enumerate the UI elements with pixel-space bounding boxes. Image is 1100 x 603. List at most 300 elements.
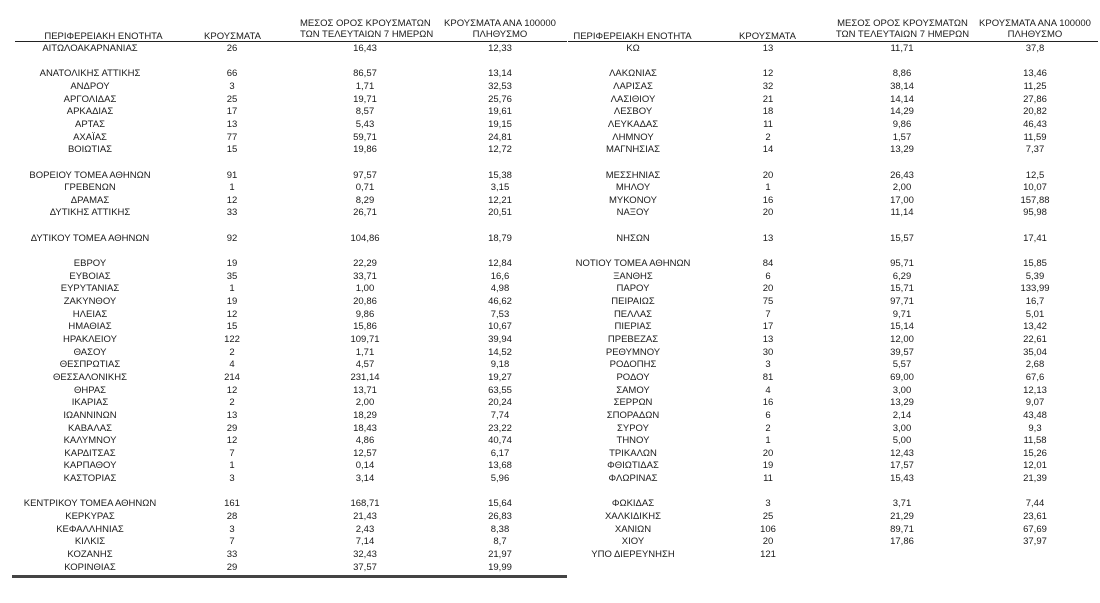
cell-region: ΠΡΕΒΕΖΑΣ bbox=[607, 333, 659, 345]
cell-avg7: 26,71 bbox=[353, 207, 377, 219]
cell-region: ΠΕΙΡΑΙΩΣ bbox=[611, 296, 655, 307]
cell-cases: 28 bbox=[226, 511, 238, 523]
cell-region: ΦΩΚΙΔΑΣ bbox=[611, 498, 655, 510]
cell-cases: 7 bbox=[229, 536, 235, 548]
cell-region: ΘΗΡΑΣ bbox=[73, 384, 107, 396]
cell-per100k: 13,14 bbox=[488, 68, 512, 80]
cell-cases: 19 bbox=[226, 296, 238, 307]
cell-avg7: 3,14 bbox=[355, 473, 375, 485]
cell-region: ΚΑΣΤΟΡΙΑΣ bbox=[63, 473, 117, 485]
cell-region: ΒΟΡΕΙΟΥ ΤΟΜΕΑ ΑΘΗΝΩΝ bbox=[29, 169, 151, 181]
cell-avg7: 12,00 bbox=[890, 333, 914, 345]
cell-cases: 16 bbox=[762, 194, 774, 206]
cell-cases: 20 bbox=[762, 536, 774, 548]
cell-per100k: 5,39 bbox=[1025, 270, 1045, 282]
cell-cases: 77 bbox=[226, 131, 238, 143]
cell-avg7: 59,71 bbox=[353, 131, 377, 143]
cell-region: ΛΑΣΙΘΙΟΥ bbox=[610, 93, 656, 105]
cell-per100k: 25,76 bbox=[488, 93, 512, 105]
cell-region: ΗΡΑΚΛΕΙΟΥ bbox=[63, 333, 117, 345]
cell-avg7: 89,71 bbox=[890, 523, 914, 535]
cell-per100k: 20,24 bbox=[488, 397, 512, 409]
cell-region: ΦΘΙΩΤΙΔΑΣ bbox=[607, 460, 659, 472]
cell-per100k: 20,82 bbox=[1023, 106, 1047, 118]
cell-region: ΚΕΡΚΥΡΑΣ bbox=[65, 511, 115, 523]
cell-per100k: 43,48 bbox=[1023, 409, 1047, 421]
cell-region: ΗΜΑΘΙΑΣ bbox=[68, 321, 112, 333]
cell-region: ΜΗΛΟΥ bbox=[615, 182, 651, 194]
cell-region: ΧΑΛΚΙΔΙΚΗΣ bbox=[604, 511, 662, 523]
cell-cases: 20 bbox=[762, 447, 774, 459]
cell-cases: 18 bbox=[762, 106, 774, 118]
cell-avg7: 17,57 bbox=[890, 460, 914, 472]
cell-cases: 12 bbox=[226, 435, 238, 447]
cell-region: ΣΕΡΡΩΝ bbox=[613, 397, 653, 409]
cell-per100k: 12,33 bbox=[488, 43, 512, 54]
cell-per100k: 22,61 bbox=[1023, 333, 1047, 345]
cell-cases: 4 bbox=[765, 384, 771, 396]
cell-per100k: 11,59 bbox=[1023, 131, 1047, 143]
header-avg-left-1: ΜΕΣΟΣ ΟΡΟΣ ΚΡΟΥΣΜΑΤΩΝ bbox=[300, 18, 431, 29]
cell-per100k: 18,79 bbox=[488, 232, 512, 244]
cell-avg7: 18,43 bbox=[353, 422, 377, 434]
cell-per100k: 11,25 bbox=[1023, 80, 1047, 92]
cell-per100k: 6,17 bbox=[490, 447, 510, 459]
cell-per100k: 12,01 bbox=[1023, 460, 1047, 472]
cell-per100k: 157,88 bbox=[1020, 194, 1050, 206]
cell-avg7: 11,71 bbox=[890, 43, 914, 54]
cell-per100k: 19,99 bbox=[488, 561, 512, 573]
cell-avg7: 9,86 bbox=[355, 308, 375, 320]
cell-cases: 121 bbox=[760, 549, 776, 560]
cell-per100k: 67,6 bbox=[1025, 371, 1045, 383]
cell-region: ΧΑΝΙΩΝ bbox=[614, 523, 652, 535]
cell-cases: 75 bbox=[762, 296, 774, 307]
cell-per100k: 15,26 bbox=[1023, 447, 1047, 459]
cell-cases: 2 bbox=[765, 422, 771, 434]
cell-per100k: 133,99 bbox=[1020, 283, 1050, 295]
cell-region: ΙΚΑΡΙΑΣ bbox=[71, 397, 109, 409]
cell-region: ΧΙΟΥ bbox=[621, 536, 645, 548]
cell-region: ΚΑΒΑΛΑΣ bbox=[68, 422, 112, 434]
cell-per100k: 7,44 bbox=[1025, 498, 1045, 510]
cell-avg7: 26,43 bbox=[890, 169, 914, 181]
cell-cases: 214 bbox=[224, 371, 240, 383]
cell-cases: 35 bbox=[226, 270, 238, 282]
cell-cases: 29 bbox=[226, 422, 238, 434]
header-per100k-right-1: ΚΡΟΥΣΜΑΤΑ ΑΝΑ 100000 bbox=[979, 18, 1091, 29]
cell-avg7: 95,71 bbox=[890, 258, 914, 270]
cell-avg7: 15,86 bbox=[353, 321, 377, 333]
cell-cases: 17 bbox=[226, 106, 238, 118]
cell-avg7: 5,00 bbox=[892, 435, 912, 447]
cell-avg7: 15,14 bbox=[890, 321, 914, 333]
header-region-left: ΠΕΡΙΦΕΡΕΙΑΚΗ ΕΝΟΤΗΤΑ bbox=[44, 31, 163, 42]
cell-region: ΔΡΑΜΑΣ bbox=[70, 194, 110, 206]
cell-region: ΦΛΩΡΙΝΑΣ bbox=[608, 473, 658, 485]
cell-avg7: 0,14 bbox=[355, 460, 375, 472]
cell-region: ΚΑΡΠΑΘΟΥ bbox=[63, 460, 117, 472]
cell-cases: 2 bbox=[229, 346, 235, 358]
cell-region: ΖΑΚΥΝΘΟΥ bbox=[63, 296, 117, 307]
cell-avg7: 2,00 bbox=[892, 182, 912, 194]
cell-region: ΘΑΣΟΥ bbox=[73, 346, 107, 358]
cell-avg7: 18,29 bbox=[353, 409, 377, 421]
cell-avg7: 38,14 bbox=[890, 80, 914, 92]
cell-cases: 13 bbox=[226, 118, 238, 130]
cell-cases: 161 bbox=[224, 498, 240, 510]
cell-cases: 66 bbox=[226, 68, 238, 80]
cell-cases: 3 bbox=[765, 359, 771, 371]
cell-cases: 17 bbox=[762, 321, 774, 333]
cell-cases: 6 bbox=[765, 270, 771, 282]
cell-avg7: 168,71 bbox=[350, 498, 380, 510]
cell-cases: 91 bbox=[226, 169, 238, 181]
cell-avg7: 33,71 bbox=[353, 270, 377, 282]
cell-region: ΤΡΙΚΑΛΩΝ bbox=[609, 447, 657, 459]
cell-per100k: 40,74 bbox=[488, 435, 512, 447]
cell-cases: 3 bbox=[229, 523, 235, 535]
cell-cases: 19 bbox=[226, 258, 238, 270]
cell-avg7: 21,29 bbox=[890, 511, 914, 523]
cell-region: ΑΡΤΑΣ bbox=[75, 118, 105, 130]
cell-region: ΝΑΞΟΥ bbox=[616, 207, 650, 219]
cell-avg7: 16,43 bbox=[353, 43, 377, 54]
cell-per100k: 19,61 bbox=[488, 106, 512, 118]
cell-avg7: 69,00 bbox=[890, 371, 914, 383]
cell-avg7: 39,57 bbox=[890, 346, 914, 358]
cell-region: ΣΑΜΟΥ bbox=[616, 384, 650, 396]
cell-region: ΘΕΣΣΑΛΟΝΙΚΗΣ bbox=[53, 371, 127, 383]
cell-region: ΚΟΖΑΝΗΣ bbox=[67, 549, 113, 560]
cell-per100k: 12,13 bbox=[1023, 384, 1047, 396]
cell-cases: 1 bbox=[229, 460, 235, 472]
cell-per100k: 16,7 bbox=[1025, 296, 1045, 307]
cell-per100k: 20,51 bbox=[488, 207, 512, 219]
cell-cases: 2 bbox=[765, 131, 771, 143]
cell-per100k: 11,58 bbox=[1023, 435, 1047, 447]
cell-avg7: 20,86 bbox=[353, 296, 377, 307]
cell-avg7: 9,71 bbox=[892, 308, 912, 320]
cell-per100k: 17,41 bbox=[1023, 232, 1047, 244]
cell-per100k: 21,39 bbox=[1023, 473, 1047, 485]
cell-avg7: 109,71 bbox=[350, 333, 380, 345]
cell-per100k: 8,7 bbox=[493, 536, 507, 548]
cell-per100k: 27,86 bbox=[1023, 93, 1047, 105]
cell-region: ΑΝΔΡΟΥ bbox=[70, 80, 110, 92]
cell-cases: 12 bbox=[226, 194, 238, 206]
header-rule-left bbox=[15, 41, 567, 42]
cell-cases: 32 bbox=[762, 80, 774, 92]
cell-cases: 12 bbox=[226, 384, 238, 396]
cell-region: ΣΠΟΡΑΔΩΝ bbox=[606, 409, 660, 421]
cell-per100k: 9,18 bbox=[490, 359, 510, 371]
cell-per100k: 23,61 bbox=[1023, 511, 1047, 523]
cell-cases: 11 bbox=[763, 118, 773, 130]
cell-per100k: 15,85 bbox=[1023, 258, 1047, 270]
cell-avg7: 15,43 bbox=[890, 473, 914, 485]
cell-avg7: 8,57 bbox=[355, 106, 375, 118]
cell-cases: 15 bbox=[226, 321, 238, 333]
cell-region: ΚΑΛΥΜΝΟΥ bbox=[63, 435, 117, 447]
cell-region: ΙΩΑΝΝΙΝΩΝ bbox=[63, 409, 117, 421]
cell-avg7: 8,29 bbox=[355, 194, 375, 206]
cell-per100k: 67,69 bbox=[1023, 523, 1047, 535]
cell-avg7: 11,14 bbox=[890, 207, 914, 219]
cell-per100k: 46,43 bbox=[1023, 118, 1047, 130]
cell-cases: 1 bbox=[229, 182, 235, 194]
cell-avg7: 13,29 bbox=[890, 397, 914, 409]
cell-region: ΚΩ bbox=[626, 43, 640, 54]
cell-per100k: 10,67 bbox=[488, 321, 512, 333]
cell-avg7: 2,14 bbox=[892, 409, 912, 421]
cell-per100k: 13,46 bbox=[1023, 68, 1047, 80]
cell-avg7: 22,29 bbox=[353, 258, 377, 270]
cell-region: ΚΕΦΑΛΛΗΝΙΑΣ bbox=[56, 523, 124, 535]
header-per100k-left-2: ΠΛΗΘΥΣΜΟ bbox=[472, 29, 528, 40]
cell-cases: 3 bbox=[229, 473, 235, 485]
cell-region: ΜΥΚΟΝΟΥ bbox=[609, 194, 657, 206]
cell-region: ΔΥΤΙΚΗΣ ΑΤΤΙΚΗΣ bbox=[49, 207, 131, 219]
cell-per100k: 37,97 bbox=[1023, 536, 1047, 548]
cell-cases: 13 bbox=[762, 43, 774, 54]
cell-region: ΠΕΛΛΑΣ bbox=[613, 308, 653, 320]
cell-region: ΕΥΒΟΙΑΣ bbox=[69, 270, 111, 282]
cell-region: ΒΟΙΩΤΙΑΣ bbox=[67, 144, 113, 156]
cell-avg7: 104,86 bbox=[350, 232, 380, 244]
cell-region: ΜΕΣΣΗΝΙΑΣ bbox=[605, 169, 661, 181]
cell-per100k: 9,07 bbox=[1025, 397, 1045, 409]
cell-avg7: 1,71 bbox=[355, 346, 375, 358]
cell-cases: 20 bbox=[762, 169, 774, 181]
cell-per100k: 5,96 bbox=[490, 473, 510, 485]
cell-region: ΣΥΡΟΥ bbox=[617, 422, 649, 434]
cell-cases: 13 bbox=[762, 333, 774, 345]
cell-per100k: 26,83 bbox=[488, 511, 512, 523]
cell-region: ΛΗΜΝΟΥ bbox=[612, 131, 654, 143]
cell-region: ΝΗΣΩΝ bbox=[616, 232, 650, 244]
cell-cases: 12 bbox=[762, 68, 774, 80]
cell-avg7: 1,57 bbox=[892, 131, 912, 143]
cell-per100k: 15,64 bbox=[488, 498, 512, 510]
cell-region: ΓΡΕΒΕΝΩΝ bbox=[64, 182, 116, 194]
cell-region: ΑΙΤΩΛΟΑΚΑΡΝΑΝΙΑΣ bbox=[42, 43, 138, 54]
cell-per100k: 10,07 bbox=[1023, 182, 1047, 194]
cell-avg7: 12,43 bbox=[890, 447, 914, 459]
cell-region: ΗΛΕΙΑΣ bbox=[72, 308, 108, 320]
cell-avg7: 1,00 bbox=[355, 283, 375, 295]
cell-per100k: 7,53 bbox=[490, 308, 510, 320]
cell-avg7: 37,57 bbox=[353, 561, 377, 573]
header-rule-right bbox=[568, 41, 1098, 42]
cell-avg7: 5,43 bbox=[355, 118, 375, 130]
cell-cases: 122 bbox=[224, 333, 240, 345]
cell-avg7: 2,00 bbox=[355, 397, 375, 409]
cell-region: ΕΒΡΟΥ bbox=[73, 258, 107, 270]
cell-per100k: 19,27 bbox=[488, 371, 512, 383]
cell-per100k: 7,37 bbox=[1025, 144, 1045, 156]
cell-cases: 20 bbox=[762, 207, 774, 219]
cell-per100k: 13,42 bbox=[1023, 321, 1047, 333]
cell-avg7: 19,71 bbox=[353, 93, 377, 105]
cell-cases: 26 bbox=[226, 43, 238, 54]
cell-region: ΑΧΑΪΑΣ bbox=[73, 131, 107, 143]
cell-avg7: 97,57 bbox=[353, 169, 377, 181]
cell-region: ΑΡΓΟΛΙΔΑΣ bbox=[63, 93, 117, 105]
header-cases-right: ΚΡΟΥΣΜΑΤΑ bbox=[739, 31, 796, 42]
cell-per100k: 12,72 bbox=[488, 144, 512, 156]
cell-per100k: 12,84 bbox=[488, 258, 512, 270]
cell-cases: 81 bbox=[762, 371, 774, 383]
cell-avg7: 4,57 bbox=[355, 359, 375, 371]
cell-avg7: 14,14 bbox=[890, 93, 914, 105]
cell-cases: 11 bbox=[763, 473, 773, 485]
cell-per100k: 13,68 bbox=[488, 460, 512, 472]
cell-avg7: 15,57 bbox=[890, 232, 914, 244]
cell-cases: 14 bbox=[762, 144, 774, 156]
cell-cases: 106 bbox=[760, 523, 776, 535]
cell-per100k: 32,53 bbox=[488, 80, 512, 92]
cell-region: ΡΟΔΟΠΗΣ bbox=[609, 359, 657, 371]
cell-avg7: 15,71 bbox=[890, 283, 914, 295]
cell-region: ΑΡΚΑΔΙΑΣ bbox=[66, 106, 114, 118]
cell-per100k: 35,04 bbox=[1023, 346, 1047, 358]
cell-region: ΔΥΤΙΚΟΥ ΤΟΜΕΑ ΑΘΗΝΩΝ bbox=[30, 232, 150, 244]
cell-cases: 7 bbox=[229, 447, 235, 459]
cell-cases: 13 bbox=[762, 232, 774, 244]
cell-avg7: 4,86 bbox=[355, 435, 375, 447]
cell-region: ΠΑΡΟΥ bbox=[616, 283, 650, 295]
cell-avg7: 97,71 bbox=[890, 296, 914, 307]
cell-cases: 25 bbox=[226, 93, 238, 105]
cell-cases: 92 bbox=[226, 232, 238, 244]
cell-region: ΠΙΕΡΙΑΣ bbox=[614, 321, 652, 333]
cell-per100k: 16,6 bbox=[490, 270, 510, 282]
cell-cases: 25 bbox=[762, 511, 774, 523]
cell-avg7: 17,86 bbox=[890, 536, 914, 548]
cell-avg7: 3,00 bbox=[892, 422, 912, 434]
header-per100k-left-1: ΚΡΟΥΣΜΑΤΑ ΑΝΑ 100000 bbox=[444, 18, 556, 29]
cell-cases: 29 bbox=[226, 561, 238, 573]
cell-cases: 21 bbox=[762, 93, 774, 105]
cell-avg7: 8,86 bbox=[892, 68, 912, 80]
cell-cases: 33 bbox=[226, 207, 238, 219]
cell-avg7: 21,43 bbox=[353, 511, 377, 523]
cell-per100k: 5,01 bbox=[1025, 308, 1045, 320]
cell-per100k: 15,38 bbox=[488, 169, 512, 181]
cell-per100k: 95,98 bbox=[1023, 207, 1047, 219]
cell-avg7: 3,71 bbox=[892, 498, 912, 510]
cell-cases: 3 bbox=[765, 498, 771, 510]
cell-avg7: 32,43 bbox=[353, 549, 377, 560]
cell-avg7: 19,86 bbox=[353, 144, 377, 156]
cell-cases: 6 bbox=[765, 409, 771, 421]
cell-per100k: 4,98 bbox=[490, 283, 510, 295]
cell-region: ΚΕΝΤΡΙΚΟΥ ΤΟΜΕΑ ΑΘΗΝΩΝ bbox=[23, 498, 157, 510]
cell-cases: 15 bbox=[226, 144, 238, 156]
cell-per100k: 12,5 bbox=[1025, 169, 1045, 181]
cell-per100k: 21,97 bbox=[488, 549, 512, 560]
cell-avg7: 6,29 bbox=[892, 270, 912, 282]
cell-region: ΕΥΡΥΤΑΝΙΑΣ bbox=[60, 283, 120, 295]
cell-cases: 13 bbox=[226, 409, 238, 421]
cell-per100k: 9,3 bbox=[1028, 422, 1042, 434]
cell-per100k: 14,52 bbox=[488, 346, 512, 358]
header-avg-left-2: ΤΩΝ ΤΕΛΕΥΤΑΙΩΝ 7 ΗΜΕΡΩΝ bbox=[300, 29, 434, 40]
header-avg-right-2: ΤΩΝ ΤΕΛΕΥΤΑΙΩΝ 7 ΗΜΕΡΩΝ bbox=[835, 29, 970, 40]
cell-cases: 20 bbox=[762, 283, 774, 295]
cell-region: ΞΑΝΘΗΣ bbox=[613, 270, 653, 282]
cell-per100k: 63,55 bbox=[488, 384, 512, 396]
cell-cases: 3 bbox=[229, 80, 235, 92]
cell-per100k: 8,38 bbox=[490, 523, 510, 535]
cell-avg7: 3,00 bbox=[892, 384, 912, 396]
cell-avg7: 86,57 bbox=[353, 68, 377, 80]
cell-cases: 12 bbox=[226, 308, 238, 320]
header-cases-left: ΚΡΟΥΣΜΑΤΑ bbox=[204, 31, 261, 42]
cell-per100k: 7,74 bbox=[490, 409, 510, 421]
cell-avg7: 9,86 bbox=[892, 118, 912, 130]
cell-region: ΘΕΣΠΡΩΤΙΑΣ bbox=[59, 359, 121, 371]
cell-avg7: 13,29 bbox=[890, 144, 914, 156]
cell-cases: 16 bbox=[762, 397, 774, 409]
cell-per100k: 12,21 bbox=[488, 194, 512, 206]
cell-region: ΛΑΚΩΝΙΑΣ bbox=[609, 68, 657, 80]
cell-per100k: 46,62 bbox=[488, 296, 512, 307]
cell-region: ΚΟΡΙΝΘΙΑΣ bbox=[64, 561, 116, 573]
header-avg-right-1: ΜΕΣΟΣ ΟΡΟΣ ΚΡΟΥΣΜΑΤΩΝ bbox=[837, 18, 968, 29]
cell-cases: 19 bbox=[762, 460, 774, 472]
cell-cases: 33 bbox=[226, 549, 238, 560]
cell-region: ΛΑΡΙΣΑΣ bbox=[613, 80, 653, 92]
cell-region: ΜΑΓΝΗΣΙΑΣ bbox=[606, 144, 660, 156]
cell-avg7: 17,00 bbox=[890, 194, 914, 206]
cell-per100k: 3,15 bbox=[490, 182, 510, 194]
cell-region: ΤΗΝΟΥ bbox=[616, 435, 650, 447]
cell-cases: 1 bbox=[765, 435, 771, 447]
cell-avg7: 13,71 bbox=[353, 384, 377, 396]
cell-per100k: 23,22 bbox=[488, 422, 512, 434]
cell-avg7: 2,43 bbox=[355, 523, 375, 535]
cell-avg7: 14,29 bbox=[890, 106, 914, 118]
cell-cases: 2 bbox=[229, 397, 235, 409]
cell-region: ΝΟΤΙΟΥ ΤΟΜΕΑ ΑΘΗΝΩΝ bbox=[575, 258, 691, 270]
cell-cases: 4 bbox=[229, 359, 235, 371]
cell-region: ΡΕΘΥΜΝΟΥ bbox=[605, 346, 661, 358]
cell-per100k: 19,15 bbox=[488, 118, 512, 130]
cell-cases: 30 bbox=[762, 346, 774, 358]
cell-avg7: 7,14 bbox=[355, 536, 375, 548]
cell-region: ΡΟΔΟΥ bbox=[616, 371, 650, 383]
cell-per100k: 2,68 bbox=[1025, 359, 1045, 371]
cell-region: ΛΕΣΒΟΥ bbox=[613, 106, 653, 118]
cell-avg7: 231,14 bbox=[350, 371, 380, 383]
cell-avg7: 12,57 bbox=[353, 447, 377, 459]
cell-cases: 7 bbox=[765, 308, 771, 320]
cell-region: ΛΕΥΚΑΔΑΣ bbox=[607, 118, 659, 130]
cell-region: ΚΙΛΚΙΣ bbox=[74, 536, 106, 548]
cell-cases: 1 bbox=[229, 283, 235, 295]
cell-cases: 84 bbox=[762, 258, 774, 270]
cell-region: ΚΑΡΔΙΤΣΑΣ bbox=[64, 447, 116, 459]
cell-per100k: 39,94 bbox=[488, 333, 512, 345]
cell-avg7: 1,71 bbox=[355, 80, 375, 92]
cell-per100k: 24,81 bbox=[488, 131, 512, 143]
cell-region: ΥΠΟ ΔΙΕΡΕΥΝΗΣΗ bbox=[591, 549, 675, 560]
cell-per100k: 37,8 bbox=[1025, 43, 1045, 54]
cell-cases: 1 bbox=[765, 182, 771, 194]
cell-avg7: 5,57 bbox=[892, 359, 912, 371]
